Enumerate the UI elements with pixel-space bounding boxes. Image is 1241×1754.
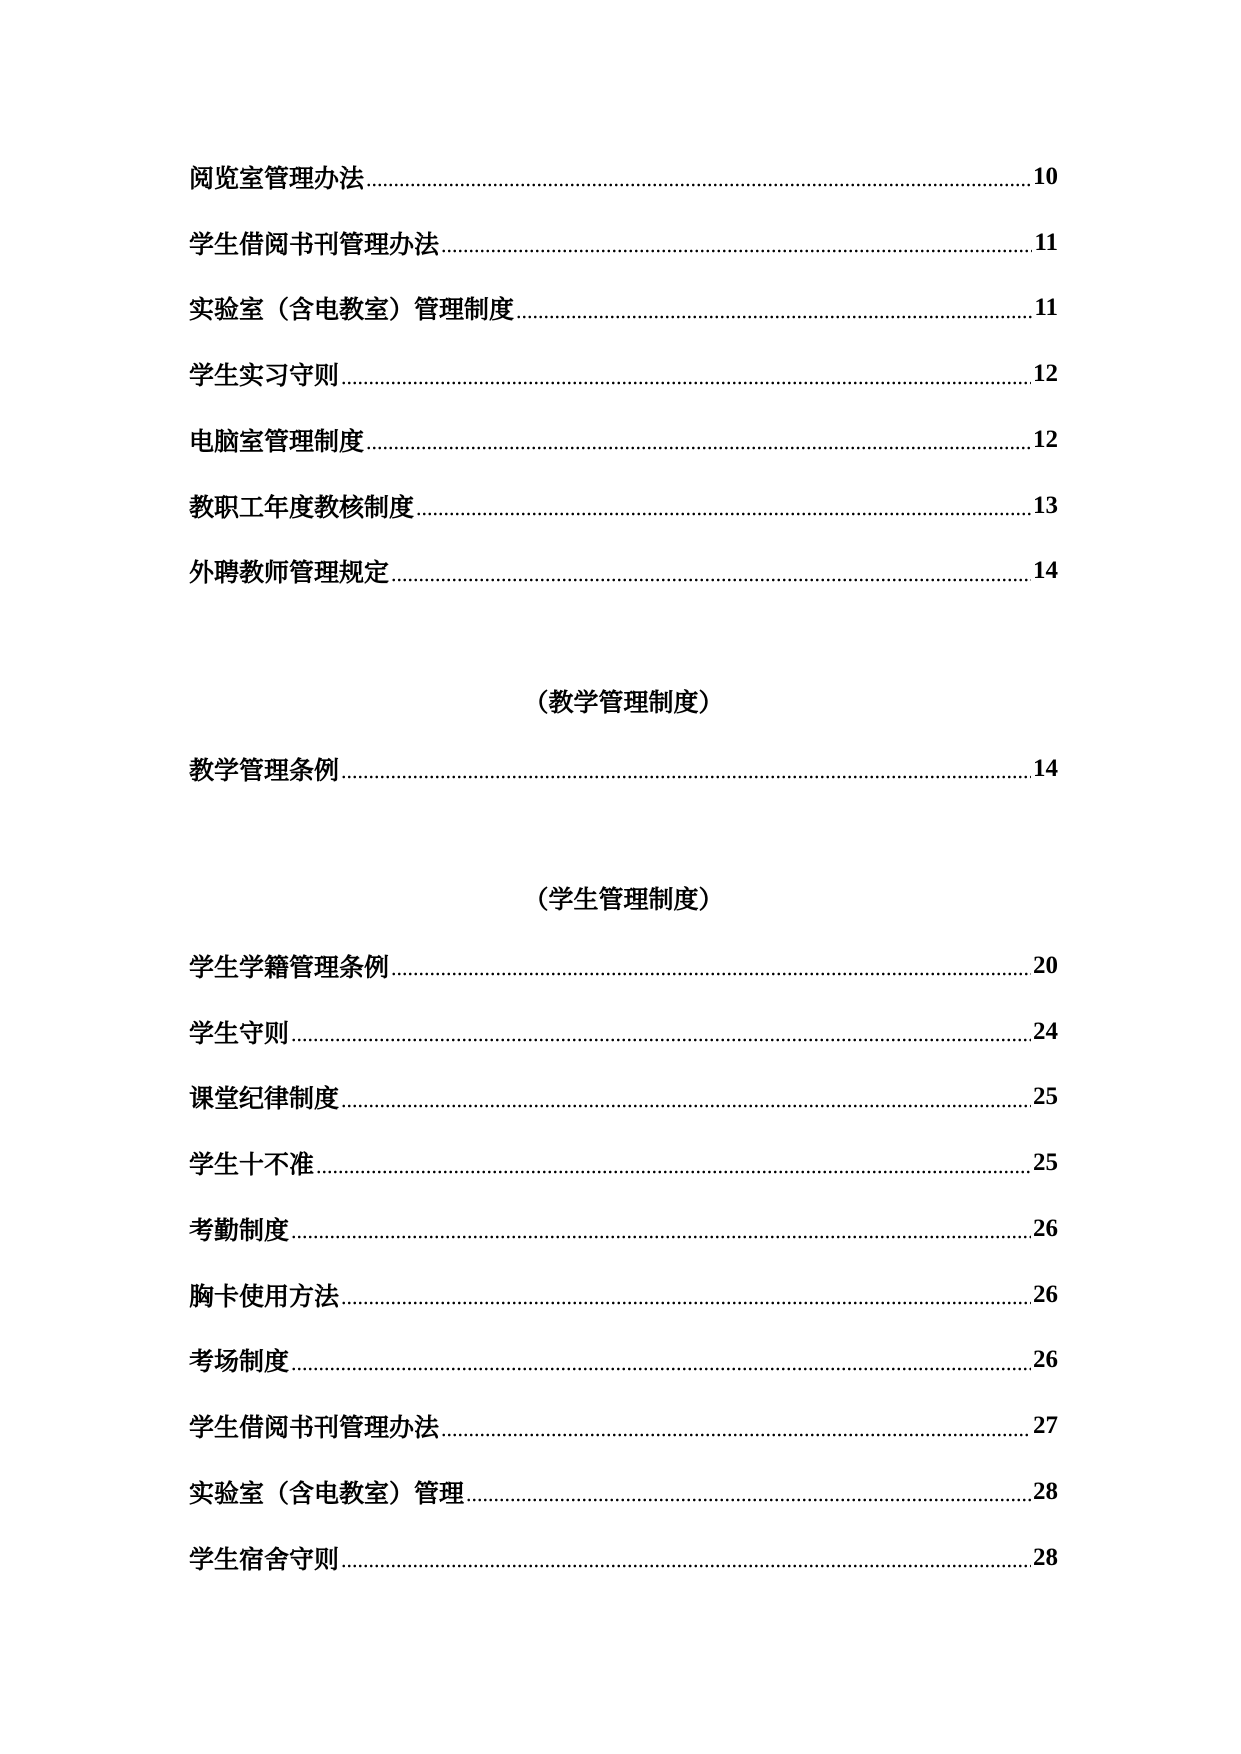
dot-leader <box>391 578 1031 582</box>
toc-entry <box>189 999 1058 1065</box>
dot-leader <box>416 512 1031 516</box>
entry-title: 考场制度 <box>189 1347 290 1377</box>
page-number: 10 <box>1033 162 1058 190</box>
entry-title: 考勤制度 <box>189 1215 290 1245</box>
dot-leader <box>391 972 1031 976</box>
page-number: 20 <box>1033 951 1058 979</box>
toc-entry <box>189 407 1058 473</box>
section-heading: （教学管理制度） <box>523 688 724 717</box>
toc-entry <box>189 1459 1058 1525</box>
toc-section <box>189 670 1058 802</box>
table-of-contents <box>189 144 1058 1591</box>
section-heading: （学生管理制度） <box>523 885 724 915</box>
toc-entry <box>189 473 1058 539</box>
toc-entry <box>189 1196 1058 1262</box>
dot-leader <box>341 381 1031 385</box>
page-number: 12 <box>1033 425 1058 453</box>
toc-entry <box>189 341 1058 407</box>
toc-entry <box>189 1525 1058 1591</box>
entry-title: 学生十不准 <box>189 1150 315 1180</box>
dot-leader <box>316 1170 1031 1174</box>
dot-leader <box>441 249 1032 253</box>
toc-entry <box>189 1393 1058 1459</box>
dot-leader <box>291 1367 1031 1371</box>
entry-title: 实验室（含电教室）管理 <box>189 1478 465 1508</box>
page-number: 25 <box>1033 1083 1058 1111</box>
page-number: 11 <box>1034 228 1058 256</box>
entry-title: 学生借阅书刊管理办法 <box>189 1413 440 1443</box>
dot-leader <box>466 1498 1031 1502</box>
page-number: 14 <box>1033 754 1058 782</box>
toc-entry <box>189 1065 1058 1131</box>
entry-title: 学生实习守则 <box>189 361 340 391</box>
dot-leader <box>516 315 1032 319</box>
page-number: 28 <box>1033 1543 1058 1571</box>
toc-entry <box>189 1130 1058 1196</box>
page-number: 14 <box>1033 557 1058 585</box>
entry-title: 教职工年度教核制度 <box>189 492 415 522</box>
entry-title: 学生宿舍守则 <box>189 1544 340 1574</box>
entry-title: 阅览室管理办法 <box>189 163 365 193</box>
page-number: 25 <box>1033 1149 1058 1177</box>
toc-entry <box>189 144 1058 210</box>
entry-title: 胸卡使用方法 <box>189 1281 340 1311</box>
entry-title: 学生借阅书刊管理办法 <box>189 229 440 259</box>
toc-entry <box>189 1328 1058 1394</box>
dot-leader <box>341 1564 1031 1568</box>
page-number: 26 <box>1033 1214 1058 1242</box>
page-number: 26 <box>1033 1346 1058 1374</box>
dot-leader <box>366 446 1031 450</box>
toc-entry <box>189 539 1058 605</box>
page-number: 12 <box>1033 360 1058 388</box>
dot-leader <box>441 1433 1031 1437</box>
dot-leader <box>341 775 1031 779</box>
page-number: 11 <box>1034 294 1058 322</box>
entry-title: 实验室（含电教室）管理制度 <box>189 295 515 325</box>
page-number: 13 <box>1033 491 1058 519</box>
toc-entry <box>189 276 1058 342</box>
toc-entry <box>189 933 1058 999</box>
dot-leader <box>291 1038 1031 1042</box>
toc-entry <box>189 736 1058 802</box>
entry-title: 电脑室管理制度 <box>189 426 365 456</box>
dot-leader <box>366 183 1031 187</box>
entry-title: 外聘教师管理规定 <box>189 558 390 588</box>
dot-leader <box>341 1301 1031 1305</box>
toc-entry <box>189 1262 1058 1328</box>
dot-leader <box>341 1104 1031 1108</box>
entry-title: 课堂纪律制度 <box>189 1084 340 1114</box>
entry-title: 学生守则 <box>189 1018 290 1048</box>
page-number: 24 <box>1033 1017 1058 1045</box>
toc-section <box>189 144 1058 604</box>
page-number: 26 <box>1033 1280 1058 1308</box>
page-number: 27 <box>1033 1412 1058 1440</box>
page-number: 28 <box>1033 1477 1058 1505</box>
entry-title: 教学管理条例 <box>189 755 340 785</box>
dot-leader <box>291 1235 1031 1239</box>
toc-section <box>189 867 1058 1590</box>
toc-entry <box>189 210 1058 276</box>
entry-title: 学生学籍管理条例 <box>189 952 390 982</box>
